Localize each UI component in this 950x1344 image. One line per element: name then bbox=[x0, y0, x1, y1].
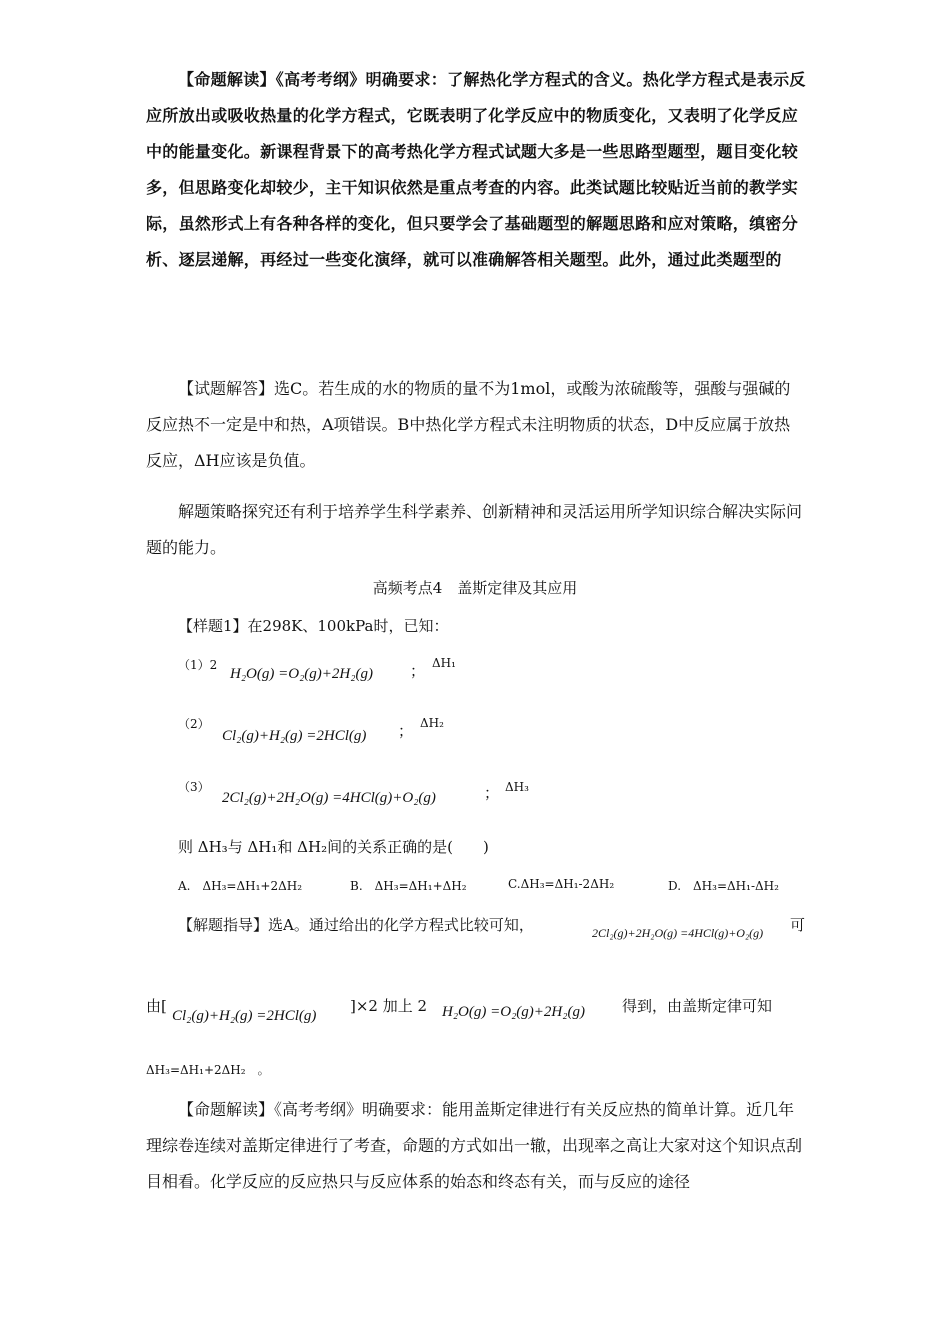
section-title: 高频考点4 盖斯定律及其应用 bbox=[372, 579, 578, 597]
paragraph-proposition-1: 【命题解读】《高考考纲》明确要求：了解热化学方程式的含义。热化学方程式是表示反应所放出或吸收热量的化学方程式，它既表明了化学反应中的物质变化，又表明了化学反应中的能量变化。新课程背景下的高考热化学方程式试题大多是一些思路型题型，题目变化较多，但思路变化却较少，主干知识依然是重点考查的内容。此类试题比较贴近当前的教学实际，虽然形式上有各种各样的变化，但只要学会了基础题型的解题思路和应对策略，缜密分析、逐层递解，再经过一些变化演绎，就可以准确解答相关题型。此外，通过此类题型的 bbox=[146, 70, 806, 269]
eq3-formula: 2Cl₂(g)+2H₂O(g) =4HCl(g)+O₂(g) bbox=[222, 790, 436, 806]
eq1-delta-h: ΔH₁ bbox=[432, 656, 456, 670]
eq3-delta-h: ΔH₃ bbox=[505, 780, 529, 794]
paragraph-answer: 【试题解答】选C。若生成的水的物质的量不为1mol，或酸为浓硫酸等，强酸与强碱的反应热不一定是中和热，A项错误。B中热化学方程式未注明物质的状态，D中反应属于放热反应，ΔH应该是负值。 bbox=[146, 379, 791, 470]
result-line: ΔH₃=ΔH₁+2ΔH₂ 。 bbox=[146, 1063, 270, 1077]
option-b: B. ΔH₃=ΔH₁+ΔH₂ bbox=[350, 879, 467, 893]
guide-formula: 2Cl₂(g)+2H₂O(g) =4HCl(g)+O₂(g) bbox=[592, 926, 764, 940]
option-a: A. ΔH₃=ΔH₁+2ΔH₂ bbox=[178, 879, 303, 893]
derive-end: 得到，由盖斯定律可知 bbox=[622, 997, 773, 1015]
derive-start: 由[ bbox=[146, 997, 167, 1015]
derive-mid: ]×2 加上 2 bbox=[350, 997, 428, 1015]
option-c: C.ΔH₃=ΔH₁-2ΔH₂ bbox=[508, 877, 615, 891]
paragraph-strategy: 解题策略探究还有利于培养学生科学素养、创新精神和灵活运用所学知识综合解决实际问题的能力。 bbox=[146, 502, 803, 557]
option-d: D. ΔH₃=ΔH₁-ΔH₂ bbox=[668, 879, 779, 893]
eq1-formula: H₂O(g) =O₂(g)+2H₂(g) bbox=[230, 666, 373, 682]
eq2-number: （2） bbox=[178, 717, 210, 731]
eq2-separator: ； bbox=[398, 722, 414, 740]
question-text: 则 ΔH₃与 ΔH₁和 ΔH₂间的关系正确的是( ) bbox=[178, 838, 489, 856]
eq3-separator: ； bbox=[484, 784, 500, 802]
derive-formula-1: Cl₂(g)+H₂(g) =2HCl(g) bbox=[172, 1008, 317, 1024]
guide-tail: 可 bbox=[790, 916, 806, 934]
eq1-number: （1）2 bbox=[178, 658, 218, 672]
eq1-separator: ； bbox=[410, 662, 426, 680]
guide-text: 【解题指导】选A。通过给出的化学方程式比较可知， bbox=[178, 916, 534, 934]
eq2-delta-h: ΔH₂ bbox=[420, 716, 444, 730]
example-intro: 【样题1】在298K、100kPa时，已知： bbox=[178, 617, 449, 635]
derive-formula-2: H₂O(g) =O₂(g)+2H₂(g) bbox=[442, 1004, 585, 1020]
eq3-number: （3） bbox=[178, 780, 210, 794]
paragraph-proposition-2: 【命题解读】《高考考纲》明确要求：能用盖斯定律进行有关反应热的简单计算。近几年理综卷连续对盖斯定律进行了考查，命题的方式如出一辙，出现率之高让大家对这个知识点刮目相看。化学反应的反应热只与反应体系的始态和终态有关，而与反应的途径 bbox=[146, 1100, 803, 1191]
eq2-formula: Cl₂(g)+H₂(g) =2HCl(g) bbox=[222, 728, 367, 744]
